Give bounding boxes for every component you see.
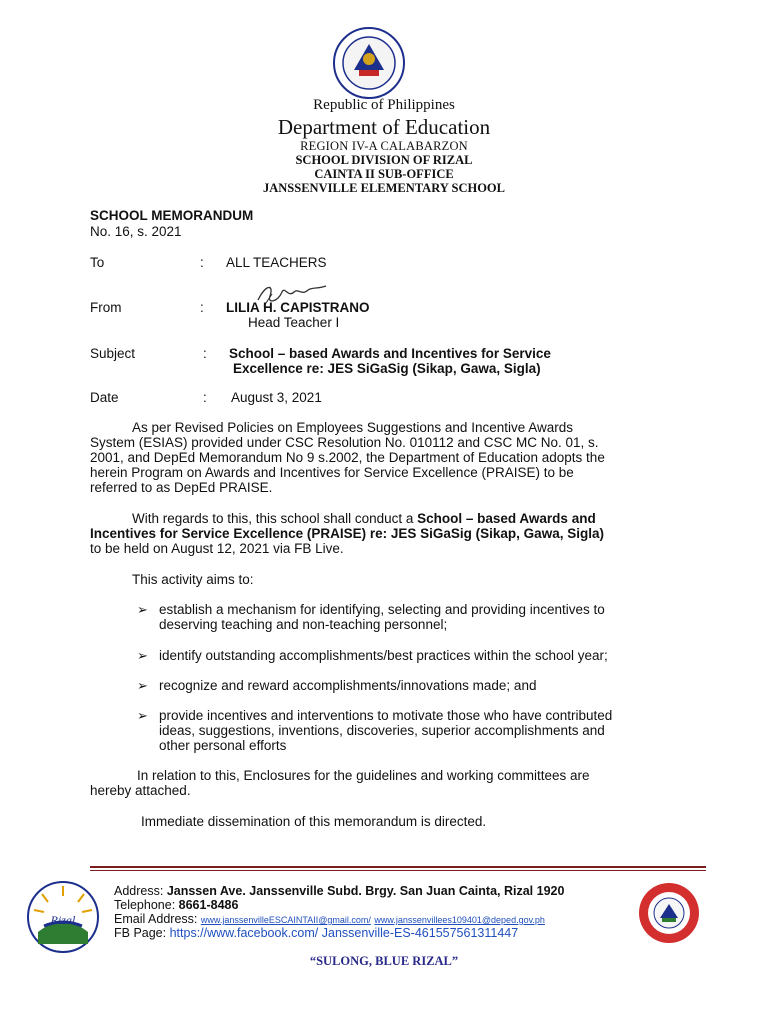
subject-line-1: School – based Awards and Incentives for Service <box>229 346 551 361</box>
address-line <box>114 884 564 898</box>
paragraph-1-line-2: System (ESIAS) provided under CSC Resolution No. 010112 and CSC MC No. 01, s. <box>90 435 599 450</box>
telephone-value: 8661-8486 <box>178 898 239 912</box>
address-label: Address: <box>114 884 167 898</box>
rizal-logo <box>26 880 100 954</box>
paragraph-2-line-1 <box>132 511 596 526</box>
footer-divider <box>90 866 706 868</box>
telephone-line <box>114 898 238 912</box>
to-colon: : <box>200 255 204 270</box>
from-position: Head Teacher I <box>248 315 340 330</box>
school-heading: JANSSENVILLE ELEMENTARY SCHOOL <box>263 181 505 195</box>
paragraph-2-line-3: to be held on August 12, 2021 via FB Live. <box>90 541 344 556</box>
division-heading: SCHOOL DIVISION OF RIZAL <box>295 153 473 167</box>
arrow-bullet-icon: ➢ <box>137 602 148 617</box>
arrow-bullet-icon: ➢ <box>137 678 148 693</box>
footer-divider-thin <box>90 870 706 871</box>
aims-intro: This activity aims to: <box>132 572 254 587</box>
paragraph-2-bold-text: School – based Awards and <box>417 511 596 526</box>
subject-line-2: Excellence re: JES SiGaSig (Sikap, Gawa, Sigla) <box>233 361 541 376</box>
from-name: LILIA H. CAPISTRANO <box>226 300 370 315</box>
bullet-1-line-2: deserving teaching and non-teaching personnel; <box>159 617 448 632</box>
bullet-3-line-1: recognize and reward accomplishments/innovations made; and <box>159 678 537 693</box>
paragraph-1-line-3: 2001, and DepEd Memorandum No 9 s.2002, the Department of Education adopts the <box>90 450 605 465</box>
region-heading: REGION IV-A CALABARZON <box>300 139 468 153</box>
subject-label: Subject <box>90 346 136 361</box>
to-value: ALL TEACHERS <box>226 255 327 270</box>
paragraph-1-line-5: referred to as DepEd PRAISE. <box>90 480 273 495</box>
paragraph-2-line-2: Incentives for Service Excellence (PRAISE) re: JES SiGaSig (Sikap, Gawa, Sigla) <box>90 526 604 541</box>
address-value: Janssen Ave. Janssenville Subd. Brgy. San Juan Cainta, Rizal 1920 <box>166 884 565 898</box>
republic-heading: Republic of Philippines <box>313 97 455 113</box>
date-label: Date <box>90 390 119 405</box>
arrow-bullet-icon: ➢ <box>137 648 148 663</box>
bullet-4-line-1: provide incentives and interventions to motivate those who have contributed <box>159 708 613 723</box>
bullet-2-line-1: identify outstanding accomplishments/best practices within the school year; <box>159 648 608 663</box>
paragraph-2-normal-text: With regards to this, this school shall conduct a <box>132 511 418 526</box>
school-seal-logo <box>638 882 700 944</box>
email-link-1[interactable]: www.janssenvilleESCAINTAII@gmail.com/ <box>200 915 371 925</box>
email-label: Email Address: <box>114 912 201 926</box>
email-link-2[interactable]: www.janssenvillees109401@deped.gov.ph <box>374 915 545 925</box>
motto: “SULONG, BLUE RIZAL” <box>309 954 459 968</box>
memo-number: No. 16, s. 2021 <box>90 224 182 239</box>
rizal-logo-text: Rizal <box>50 913 76 927</box>
paragraph-3-line-1: In relation to this, Enclosures for the guidelines and working committees are <box>137 768 590 783</box>
bullet-4-line-2: ideas, suggestions, inventions, discoveries, superior accomplishments and <box>159 723 605 738</box>
telephone-label: Telephone: <box>114 898 179 912</box>
fb-page-link[interactable]: https://www.facebook.com/ Janssenville-ES-461557561311447 <box>169 926 519 940</box>
from-colon: : <box>200 300 204 315</box>
fb-label: FB Page: <box>114 926 170 940</box>
bullet-4-line-3: other personal efforts <box>159 738 287 753</box>
subject-colon: : <box>203 346 207 361</box>
date-value: August 3, 2021 <box>231 390 322 405</box>
paragraph-4: Immediate dissemination of this memorandum is directed. <box>141 814 487 829</box>
date-colon: : <box>203 390 207 405</box>
paragraph-1-line-1: As per Revised Policies on Employees Suggestions and Incentive Awards <box>132 420 573 435</box>
paragraph-1-line-4: herein Program on Awards and Incentives for Service Excellence (PRAISE) to be <box>90 465 574 480</box>
department-heading: Department of Education <box>277 115 491 139</box>
fb-page-line <box>114 926 518 940</box>
arrow-bullet-icon: ➢ <box>137 708 148 723</box>
from-label: From <box>90 300 122 315</box>
to-label: To <box>90 255 105 270</box>
email-line <box>114 912 545 926</box>
paragraph-3-line-2: hereby attached. <box>90 783 191 798</box>
bullet-1-line-1: establish a mechanism for identifying, selecting and providing incentives to <box>159 602 605 617</box>
suboffice-heading: CAINTA II SUB-OFFICE <box>314 167 454 181</box>
memo-title: SCHOOL MEMORANDUM <box>90 208 254 223</box>
deped-seal-logo <box>332 26 406 100</box>
